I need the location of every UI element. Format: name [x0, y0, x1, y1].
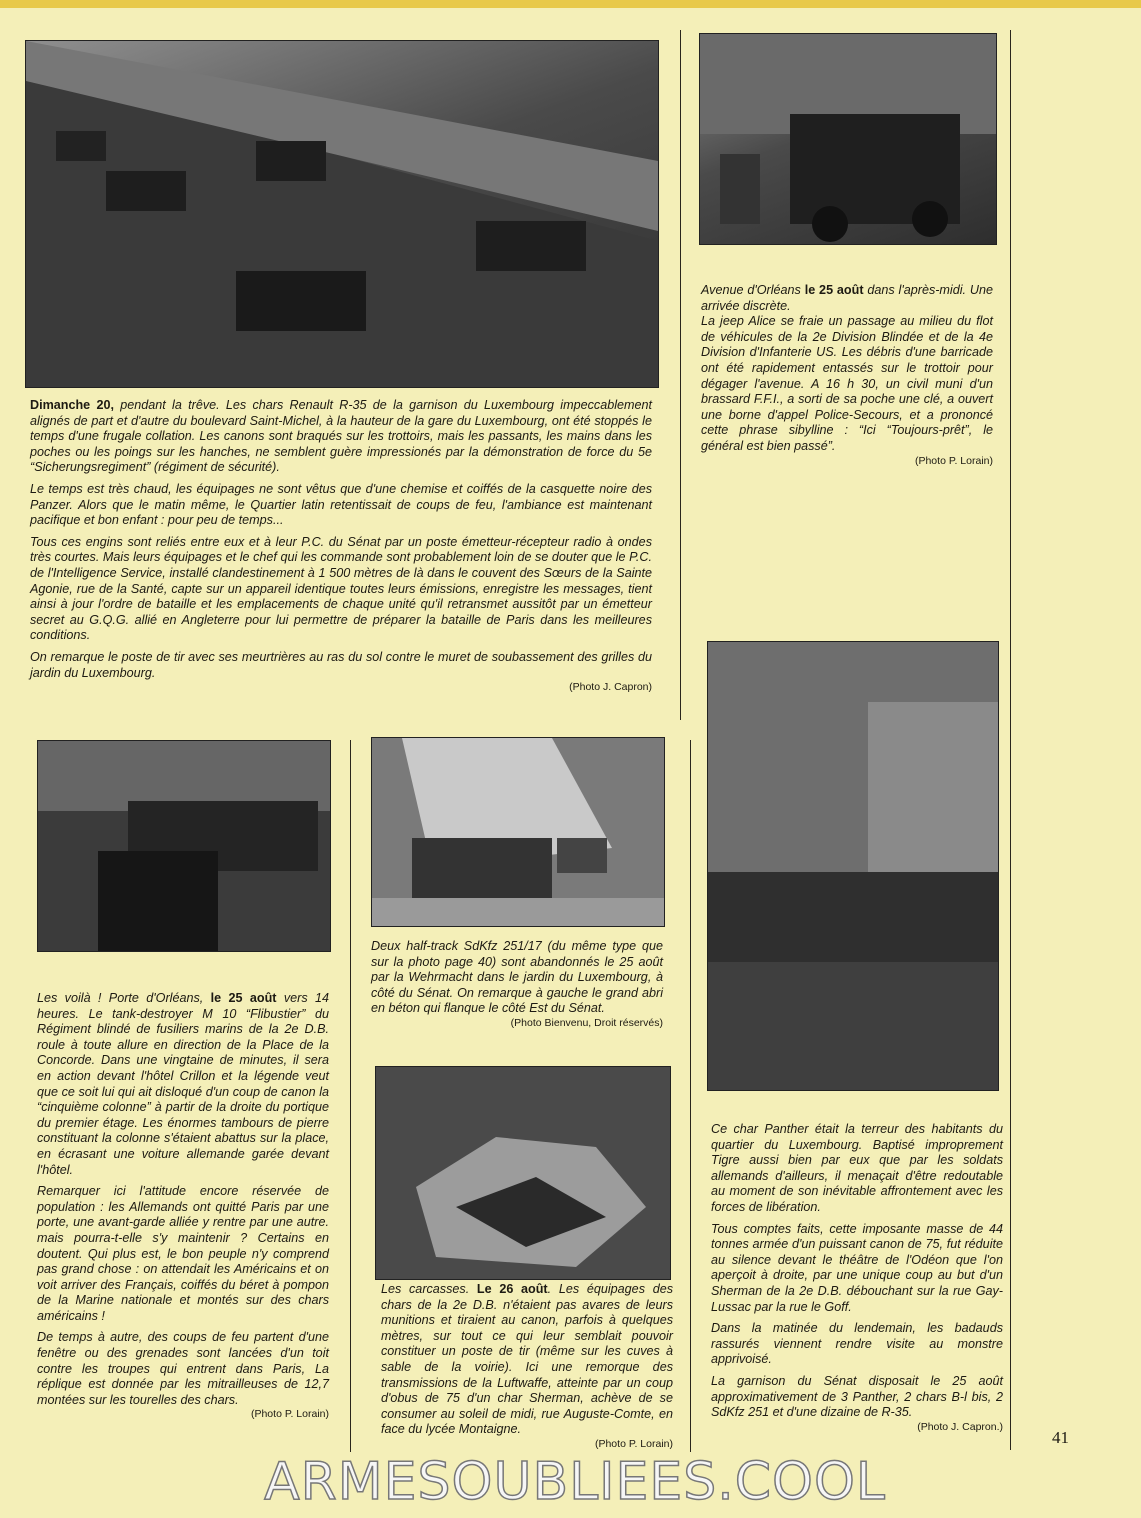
photo-credit: (Photo Bienvenu, Droit réservés)	[510, 1016, 663, 1029]
photo-tank-destroyer-m10	[37, 740, 331, 952]
column-rule	[350, 740, 351, 1452]
caption-jeep-alice: Avenue d'Orléans le 25 août dans l'après-midi. Une arrivée discrète. La jeep Alice se fraie un passage au milieu du flot de véhicules de la 2e Division Blindée et de la 4e Division d'Infanterie US. Les débris d'une barricade ont été rapidement entassés sur le trottoir pour dégager l'avenue. A 16 h 30, un civil muni d'un brassard F.F.I., a sorti de sa poche une clé, a ouvert une borne d'appel Police-Secours, et a prononcé cette phrase sibylline : “Ici “Toujours-prêt”, le général est bien passé”. (Photo P. Lorain)	[701, 283, 993, 467]
column-rule	[1010, 30, 1011, 1450]
page-top-band	[0, 0, 1141, 8]
caption-tanks-boulevard: Dimanche 20, pendant la trêve. Les chars Renault R-35 de la garnison du Luxembourg impeccablement alignés de part et d'autre du boulevard Saint-Michel, à la hauteur de la gare du Luxembourg, ont été stoppés le temps d'une frugale collation. Les canons sont braqués sur les trottoirs, mais les passants, les mains dans les poches ou les poings sur les hanches, ne semblent guère impressionés par la démonstration de force du 5e “Sicherungsregiment” (régiment de sécurité). Le temps est très chaud, les équipages ne sont vêtus que d'une chemise et coiffés de la casquette noire des Panzer. Alors que le matin même, le Quartier latin retentissait de coups de feu, l'ambiance est maintenant pacifique et bon enfant : pour peu de temps... Tous ces engins sont reliés entre eux et à leur P.C. du Sénat par un poste émetteur-récepteur radio à ondes très courtes. Mais leurs équipages et le chef qui les commande sont probablement loin de se douter que le P.C. de l'Intelligence Service, installé clandestinement à 1 500 mètres de là dans le couvent des Sœurs de la Sainte Agonie, rue de la Santé, capte sur un appareil identique toutes leurs émissions, enregistre les messages, tient ainsi à jour l'ordre de bataille et les emplacements de chaque unité qu'il retransmet aussitôt par un émetteur secret au G.Q.G. allié en Angleterre pour lui permettre de préparer la bataille de Paris dans les meilleures conditions. On remarque le poste de tir avec ses meurtrières au ras du sol contre le muret de soubassement des grilles du jardin du Luxembourg. (Photo J. Capron)	[30, 398, 653, 694]
column-rule	[680, 30, 681, 720]
photo-jeep-alice	[699, 33, 997, 245]
photo-panther-crowd	[707, 641, 999, 1091]
photo-tanks-boulevard	[25, 40, 659, 388]
photo-credit: (Photo J. Capron)	[569, 681, 652, 694]
caption-lead: Dimanche 20,	[30, 398, 114, 412]
caption-panther: Ce char Panther était la terreur des habitants du quartier du Luxembourg. Baptisé improprement Tigre aussi bien par eux que par les soldats allemands d'ailleurs, il menaçait d'être redoutable au moment de son inévitable affrontement avec les forces de libération. Tous comptes faits, cette imposante masse de 44 tonnes armée d'un puissant canon de 75, fut réduite au silence devant le théâtre de l'Odéon que l'on aperçoit à droite, par une unique coup au but d'un Sherman de la 2e D.B. débouchant sur la rue Gay-Lussac par la rue le Goff. Dans la matinée du lendemain, les badauds rassurés viennent rendre visite au monstre apprivoisé. La garnison du Sénat disposait le 25 août approximativement de 3 Panther, 2 chars B-l bis, 2 SdKfz 251 et d'une dizaine de R-35. (Photo J. Capron.)	[711, 1122, 1003, 1433]
column-rule	[690, 740, 691, 1452]
photo-carcasses	[375, 1066, 671, 1280]
site-watermark: ARMESOUBLIEES.COOL	[264, 1452, 886, 1512]
page-number: 41	[1052, 1428, 1069, 1447]
photo-credit: (Photo P. Lorain)	[250, 1408, 329, 1421]
caption-half-tracks: Deux half-track SdKfz 251/17 (du même type que sur la photo page 40) sont abandonnés le 25 août par la Wehrmacht dans le jardin du Luxembourg, à côté du Sénat. On remarque à gauche le grand abri en béton qui flanque le côté Est du Sénat. (Photo Bienvenu, Droit réservés)	[371, 939, 663, 1029]
photo-credit: (Photo J. Capron.)	[917, 1420, 1003, 1433]
photo-credit: (Photo P. Lorain)	[914, 454, 993, 467]
photo-half-tracks	[371, 737, 665, 927]
caption-carcasses: Les carcasses. Le 26 août. Les équipages des chars de la 2e D.B. n'étaient pas avares de leurs munitions et tiraient au canon, parfois à quelques mètres, sur tout ce qui leur semblait pouvoir constituer un poste de tir (même sur les cuves à sable de la voirie). Ici une remorque des transmissions de la Luftwaffe, atteinte par un coup d'obus de 75 d'un char Sherman, achève de se consumer au soleil de midi, rue Auguste-Comte, en face du lycée Montaigne. (Photo P. Lorain)	[381, 1282, 673, 1450]
caption-tank-destroyer: Les voilà ! Porte d'Orléans, le 25 août vers 14 heures. Le tank-destroyer M 10 “Flibustier” du Régiment blindé de fusiliers marins de la 2e D.B. roule à toute allure en direction de la Place de la Concorde. Dans une vingtaine de minutes, il sera en action devant l'hôtel Crillon et la légende veut que ce soit lui qui ait disloqué d'un coup de canon la “cinquième colonne” à partir de la droite du portique du premier étage. Les énormes tambours de pierre constituant la colonne s'étaient abattus sur la place, en écrasant une voiture allemande garée devant l'hôtel. Remarquer ici l'attitude encore réservée de population : les Allemands ont quitté Paris par une porte, une avant-garde alliée y rentre par une autre. mais pourra-t-elle s'y maintenir ? Certains en doutent. Qui plus est, le bon peuple n'y comprend pas grand chose : on attendait les Américains et on voit arriver des Français, coiffés du béret à pompon de la Marine nationale et montés sur des chars américains ! De temps à autre, des coups de feu partent d'une fenêtre ou des grenades sont lancées d'un toit contre les troupes qui entrent dans Paris, La réplique est donnée par les mitrailleuses de 12,7 montées sur les tourelles des chars. (Photo P. Lorain)	[37, 991, 329, 1421]
photo-credit: (Photo P. Lorain)	[594, 1437, 673, 1450]
